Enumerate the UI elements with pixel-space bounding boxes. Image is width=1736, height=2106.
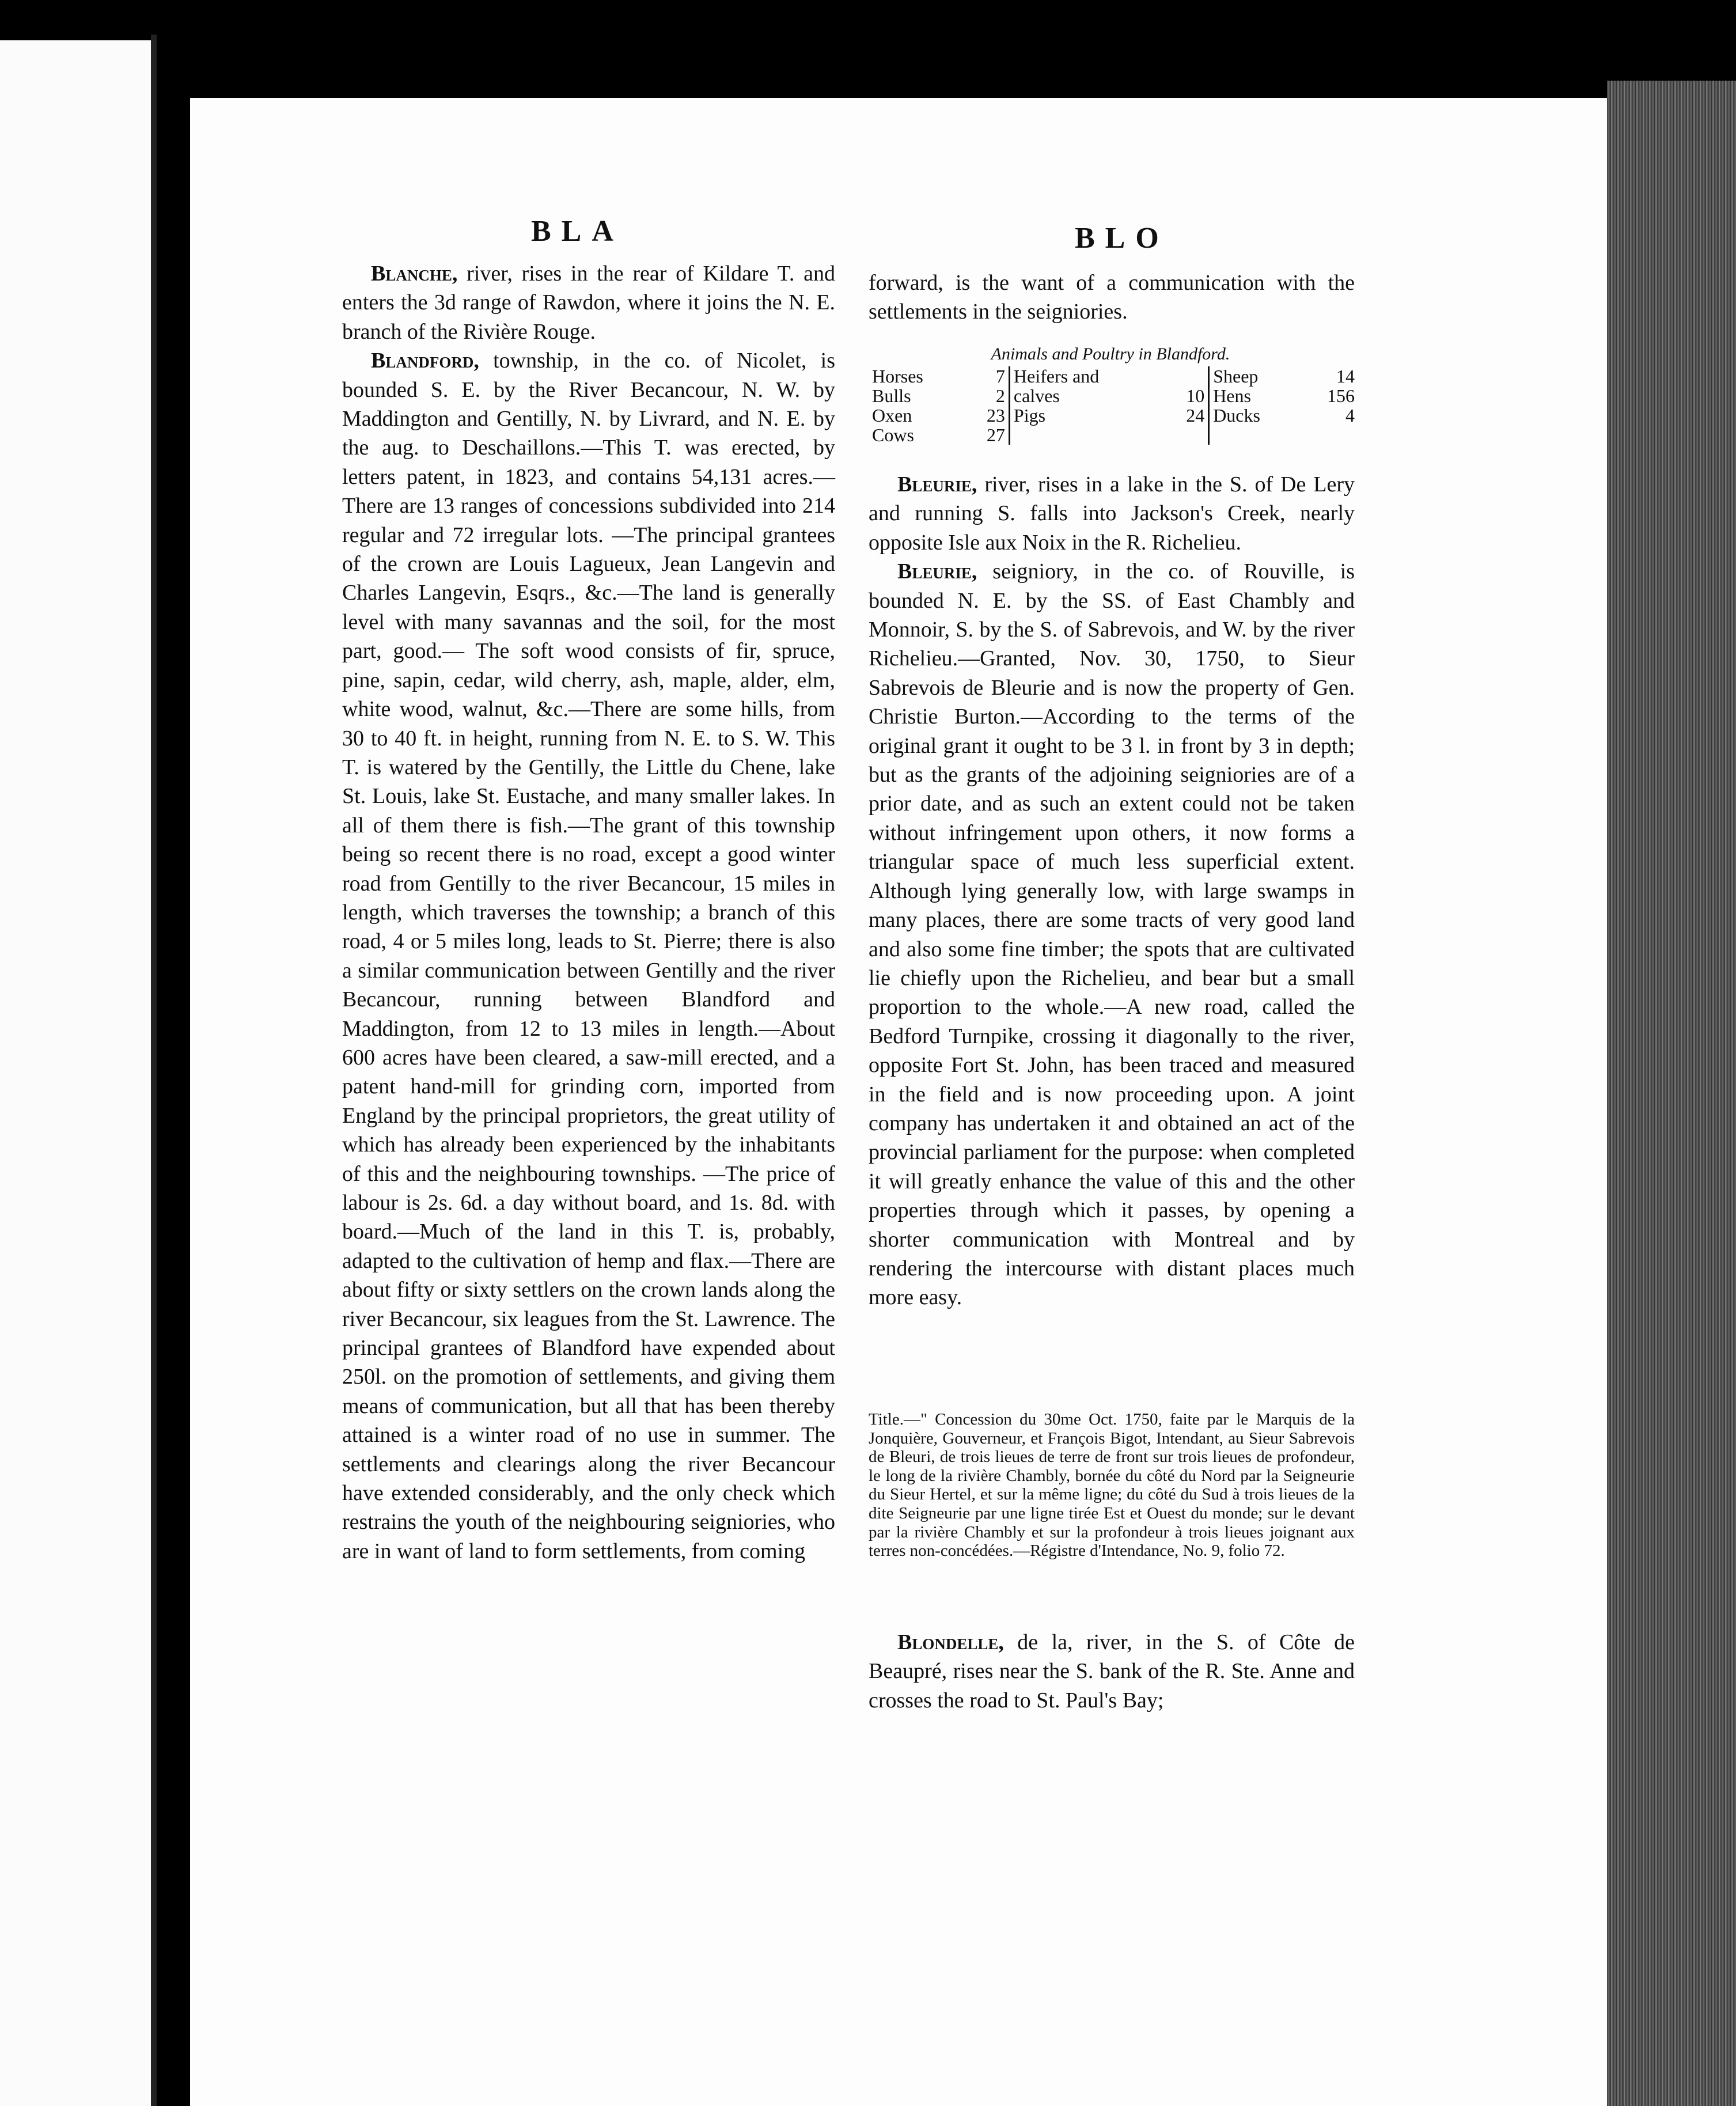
entry-headword: Bleurie, bbox=[897, 472, 977, 497]
entry-blondelle bbox=[869, 1628, 1355, 1715]
entry-text: township, in the co. of Nicolet, is bounded S. E. by the River Becancour, N. W. by Maddington and Gentilly, N. by Livrard, and N. E. by the aug. to Deschaillons.—This T. was erected, by letters patent, in 1823, and contains 54,131 acres.—There are 13 ranges of concessions subdivided into 214 regular and 72 irregular lots. —The principal grantees of the crown are Louis Lagueux, Jean Langevin and Charles Langevin, Esqrs., &c.—The land is generally level with many savannas and the soil, for the most part, good.— The soft wood consists of fir, spruce, pine, sapin, cedar, wild cherry, ash, maple, alder, elm, white wood, walnut, &c.—There are some hills, from 30 to 40 ft. in height, running from N. E. to S. W. This T. is watered by the Gentilly, the Little du Chene, lake St. Louis, lake St. Eustache, and many smaller lakes. In all of them there is fish.—The grant of this township being so recent there is no road, except a good winter road from Gentilly to the river Becancour, 15 miles in length, which traverses the township; a branch of this road, 4 or 5 miles long, leads to St. Pierre; there is also a similar communication between Gentilly and the river Becancour, running between Blandford and Maddington, from 12 to 13 miles in length.—About 600 acres have been cleared, a saw-mill erected, and a patent hand-mill for grinding corn, imported from England by the principal proprietors, the great utility of which has already been experienced by the inhabitants of this and the neighbouring townships. —The price of labour is 2s. 6d. a day without board, and 1s. 8d. with board.—Much of the land in this T. is, probably, adapted to the cultivation of hemp and flax.—There are about fifty or sixty settlers on the crown lands along the river Becancour, six leagues from the St. Lawrence. The principal grantees of Blandford have expended about 250l. on the promotion of settlements, and giving them means of communication, but all that has been thereby attained is a winter road of no use in summer. The settlements and clearings along the river Becancour have extended considerably, and the only check which restrains the youth of the neighbouring seigniories, who are in want of land to form settlements, from coming bbox=[342, 349, 835, 1563]
animal-label: Heifers and bbox=[1013, 366, 1100, 387]
entry-blanche bbox=[342, 259, 835, 346]
animal-count: 10 bbox=[1165, 386, 1209, 406]
animal-label: Pigs bbox=[1013, 405, 1046, 426]
entry-text: river, rises in the rear of Kildare T. and enters the 3d range of Rawdon, where it joins the N. E. branch of the Rivière Rouge. bbox=[342, 262, 835, 344]
animal-count: 24 bbox=[1165, 406, 1209, 425]
right-column-entries bbox=[869, 470, 1355, 1312]
animal-label bbox=[1009, 425, 1165, 445]
animal-count: 27 bbox=[965, 425, 1009, 445]
animal-label: Horses bbox=[872, 366, 923, 387]
animal-label: Bulls bbox=[872, 385, 911, 406]
entry-text: river, rises in a lake in the S. of De Lery and running S. falls into Jackson's Creek, nearly opposite Isle aux Noix in the R. Richelieu. bbox=[869, 472, 1355, 555]
table-row bbox=[869, 406, 1358, 425]
animal-count: 23 bbox=[965, 406, 1009, 425]
animal-label bbox=[1209, 425, 1301, 445]
table-row bbox=[869, 425, 1358, 445]
entry-headword: Bleurie, bbox=[897, 559, 977, 584]
entry-bleurie-seigniory bbox=[869, 557, 1355, 1312]
entry-headword: Blondelle, bbox=[897, 1630, 1004, 1654]
animal-count: 14 bbox=[1336, 366, 1355, 387]
animal-label: calves bbox=[1013, 385, 1060, 406]
right-column bbox=[869, 268, 1355, 327]
animal-count: 7 bbox=[965, 366, 1009, 386]
animal-count: 4 bbox=[1345, 405, 1355, 426]
animal-label: Cows bbox=[872, 425, 914, 445]
continued-text: forward, is the want of a communication with the settlements in the seigniories. bbox=[869, 271, 1355, 324]
title-footnote: Title.—" Concession du 30me Oct. 1750, faite par le Marquis de la Jonquière, Gouverneur, et François Bigot, Intendant, au Sieur Sabrevois de Bleuri, de trois lieues de terre de front sur trois lieues de profondeur, le long de la rivière Chambly, bornée du côté du Nord par la Seigneurie du Sieur Hertel, et sur la même ligne; du côté du Sud à trois lieues de la dite Seigneurie par une ligne tirée Est et Ouest du monde; sur le devant par la rivière Chambly et sur la profondeur à trois lieues joignant aux terres non-concédées.—Régistre d'Intendance, No. 9, folio 72. bbox=[869, 1410, 1355, 1560]
previous-page-edge bbox=[0, 40, 156, 2106]
entry-text: de la, river, in the S. of Côte de Beaupré, rises near the S. bank of the R. Ste. Anne and crosses the road to St. Paul's Bay; bbox=[869, 1630, 1355, 1713]
animal-label: Ducks bbox=[1213, 405, 1260, 426]
entry-blandford bbox=[342, 346, 835, 1566]
entry-text: seigniory, in the co. of Rouville, is bounded N. E. by the SS. of East Chambly and Monnoir, S. by the S. of Sabrevois, and W. by the river Richelieu.—Granted, Nov. 30, 1750, to Sieur Sabrevois de Bleurie and is now the property of Gen. Christie Burton.—According to the terms of the original grant it ought to be 3 l. in front by 3 in depth; but as the grants of the adjoining seigniories are of a prior date, and as such an extent could not be taken without infringement upon others, it now forms a triangular space of much less superficial extent. Although lying generally low, with large swamps in many places, there are some tracts of very good land and also some fine timber; the spots that are cultivated lie chiefly upon the Richelieu, and bear but a small proportion to the whole.—A new road, called the Bedford Turnpike, crossing it diagonally to the river, opposite Fort St. John, has been traced and measured in the field and is now proceeding upon. A joint company has undertaken it and obtained an act of the provincial parliament for the purpose: when completed it will greatly enhance the value of this and the other properties through which it passes, by opening a shorter communication with Montreal and by rendering the intercourse with distant places much more easy. bbox=[869, 559, 1355, 1310]
animal-count: 2 bbox=[965, 386, 1009, 406]
table-row bbox=[869, 366, 1358, 386]
animal-count bbox=[1301, 425, 1358, 445]
animal-count: 156 bbox=[1327, 385, 1355, 406]
table-row bbox=[869, 386, 1358, 406]
entry-headword: Blandford, bbox=[371, 349, 479, 373]
book-page-edges bbox=[1607, 81, 1736, 2106]
left-running-header: BLA bbox=[531, 215, 624, 248]
right-running-header: BLO bbox=[1075, 222, 1169, 255]
left-column bbox=[342, 259, 835, 1566]
right-column-bottom bbox=[869, 1628, 1355, 1715]
page-gutter-shadow bbox=[151, 35, 157, 2106]
animals-table bbox=[869, 366, 1358, 445]
animal-label: Hens bbox=[1213, 385, 1251, 406]
entry-bleurie-river bbox=[869, 470, 1355, 557]
animal-count bbox=[1165, 425, 1209, 445]
table-title: Animals and Poultry in Blandford. bbox=[991, 344, 1230, 363]
animal-label: Sheep bbox=[1213, 366, 1259, 387]
animal-count bbox=[1165, 366, 1209, 386]
entry-headword: Blanche, bbox=[371, 262, 458, 286]
animal-label: Oxen bbox=[872, 405, 912, 426]
